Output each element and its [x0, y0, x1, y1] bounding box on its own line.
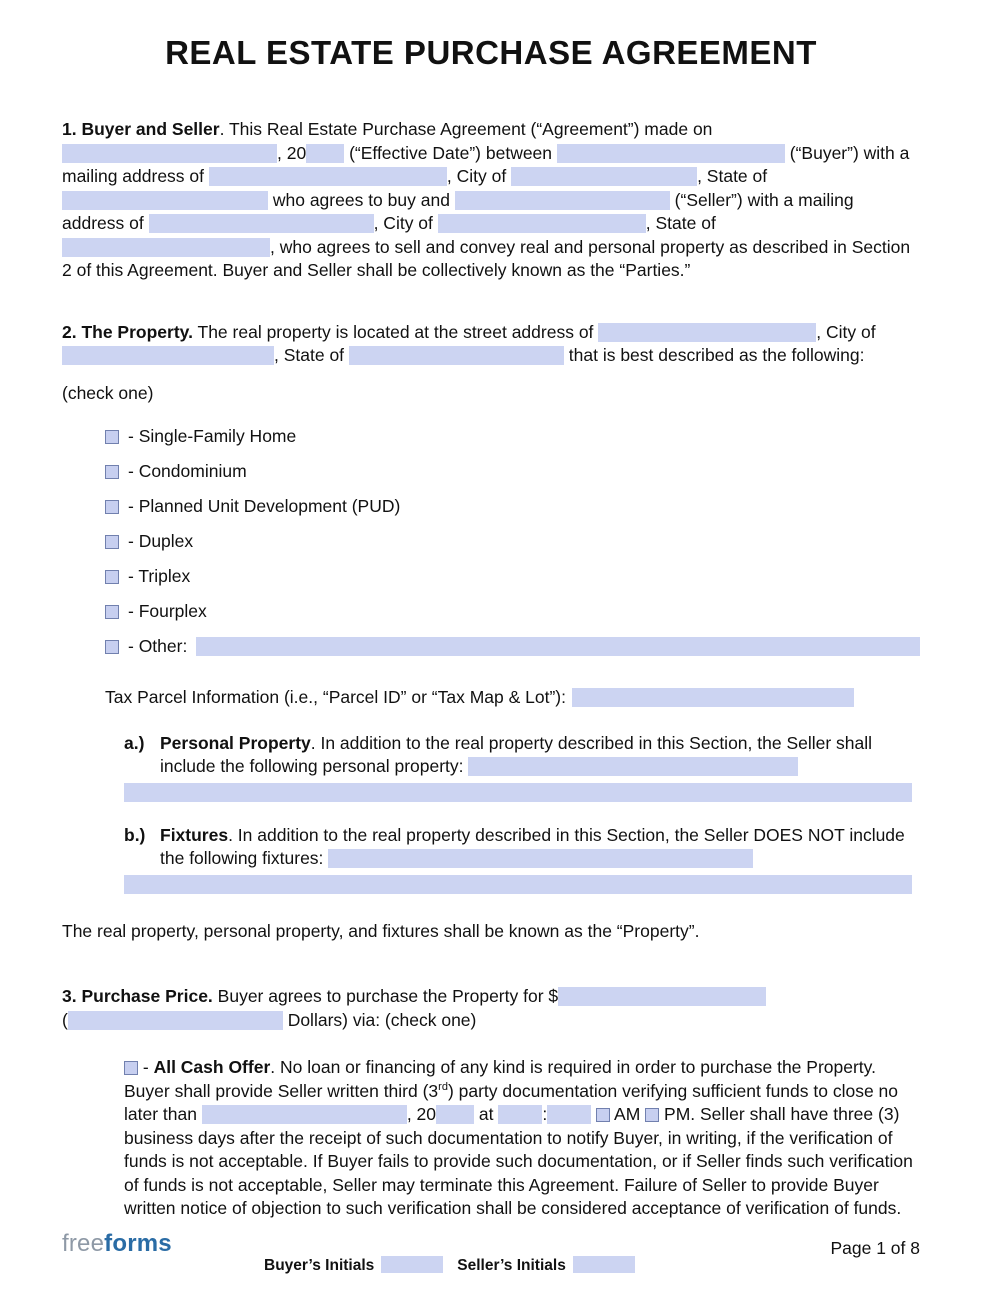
personal-property-clause — [124, 732, 920, 802]
freeforms-logo — [62, 1230, 172, 1258]
property-city-field[interactable] — [62, 346, 274, 365]
section-3-text: ( — [62, 1009, 68, 1030]
clause-a-label: a.) — [124, 732, 145, 753]
funds-close-date-field[interactable] — [202, 1105, 407, 1124]
clause-a-heading: Personal Property — [160, 732, 311, 753]
section-1-text: , 20 — [277, 142, 307, 163]
section-3-heading: 3. Purchase Price. — [62, 986, 213, 1006]
checkbox-duplex[interactable] — [105, 535, 119, 549]
cash-offer-text: at — [474, 1104, 499, 1124]
section-1-text: (“Buyer”) with a mailing address of — [62, 142, 910, 186]
clause-b-body — [160, 824, 920, 871]
sellers-initials-label: Seller’s Initials — [457, 1257, 566, 1274]
property-state-field[interactable] — [349, 346, 564, 365]
checkbox-pud[interactable] — [105, 500, 119, 514]
checkbox-condominium[interactable] — [105, 465, 119, 479]
funds-close-hour-field[interactable] — [498, 1105, 542, 1124]
document-title: REAL ESTATE PURCHASE AGREEMENT — [165, 34, 817, 71]
all-cash-offer-clause — [124, 1056, 920, 1221]
option-label: - Planned Unit Development (PUD) — [128, 496, 401, 516]
checkbox-pm[interactable] — [645, 1108, 659, 1122]
checkbox-single-family-home[interactable] — [105, 430, 119, 444]
section-1-text: , State of — [697, 166, 768, 186]
option-label: - Fourplex — [128, 601, 207, 621]
seller-address-field[interactable] — [149, 214, 374, 233]
option-label: - Condominium — [128, 461, 247, 481]
checkbox-am[interactable] — [596, 1108, 610, 1122]
option-triplex — [105, 565, 920, 588]
section-1-text: (“Seller”) with a mailing address of — [62, 189, 854, 233]
fixtures-field[interactable] — [328, 849, 753, 868]
seller-name-field[interactable] — [455, 191, 670, 210]
logo-free-text: free — [62, 1230, 105, 1257]
clause-b-text: . In addition to the real property described in this Section, the Seller DOES NOT include the following fixtures: — [160, 824, 905, 868]
tax-parcel-field[interactable] — [572, 688, 854, 707]
buyers-initials-field[interactable] — [381, 1256, 443, 1273]
cash-offer-text: . Seller shall have three (3) business days after the receipt of such documentation to notify Buyer, in writing, if the verification of funds is not acceptable. If Buyer fails to provide such documentation, or if Seller finds such verification of funds is not acceptable, Seller may terminate this Agreement. Failure of Seller to provide Buyer written notice of objection to such verification shall be considered acceptance of verification of funds. — [124, 1104, 913, 1218]
section-2-text: that is best described as the following: — [563, 345, 865, 365]
ordinal-superscript: rd — [438, 1080, 448, 1093]
cash-offer-text: - — [138, 1057, 154, 1077]
buyer-address-field[interactable] — [209, 167, 447, 186]
fixtures-field-line-2[interactable] — [124, 875, 912, 894]
section-1-text: , City of — [446, 166, 512, 186]
section-2-paragraph — [62, 321, 920, 368]
page-number: Page 1 of 8 — [830, 1238, 920, 1258]
tax-parcel-row — [105, 686, 920, 710]
cash-offer-text: ) party documentation verifying sufficient funds to close no later than — [124, 1080, 899, 1124]
section-2-heading: 2. The Property. — [62, 321, 193, 342]
sellers-initials-field[interactable] — [573, 1256, 635, 1273]
section-1-text: (“Effective Date”) between — [344, 142, 557, 163]
option-label: - Triplex — [128, 566, 191, 586]
cash-offer-text: , 20 — [406, 1104, 437, 1124]
fixtures-clause — [124, 824, 920, 894]
effective-year-field[interactable] — [306, 144, 344, 163]
section-1-text: , who agrees to sell and convey real and personal property as described in Section 2 of this Agreement. Buyer and Seller shall be collectively known as the “Parties.” — [62, 236, 911, 280]
logo-forms-text: forms — [104, 1230, 172, 1257]
option-single-family-home — [105, 425, 920, 448]
section-3-paragraph — [62, 985, 920, 1032]
option-condominium — [105, 460, 920, 483]
option-other — [105, 635, 920, 658]
option-duplex — [105, 530, 920, 553]
buyer-name-field[interactable] — [557, 144, 785, 163]
seller-state-field[interactable] — [62, 238, 270, 257]
am-label: AM — [614, 1104, 641, 1124]
section-1-text: , State of — [645, 213, 716, 233]
tax-parcel-label: Tax Parcel Information (i.e., “Parcel ID” or “Tax Map & Lot”): — [105, 687, 566, 707]
clause-b-row — [124, 824, 920, 871]
section-1-text: . This Real Estate Purchase Agreement (“Agreement”) made on — [219, 119, 713, 139]
checkbox-other[interactable] — [105, 640, 119, 654]
clause-b-label: b.) — [124, 824, 146, 845]
section-2-text: , City of — [816, 321, 876, 342]
checkbox-triplex[interactable] — [105, 570, 119, 584]
clause-a-body — [160, 732, 920, 779]
section-3-text: Buyer agrees to purchase the Property for $ — [212, 986, 559, 1006]
cash-offer-text: . No loan or financing of any kind is required in order to purchase the Property. Buyer shall provide Seller written third (3 — [124, 1057, 876, 1101]
buyers-initials-label: Buyer’s Initials — [264, 1257, 375, 1274]
buyer-state-field[interactable] — [62, 191, 268, 210]
personal-property-field[interactable] — [468, 757, 798, 776]
initials-row — [264, 1256, 649, 1275]
seller-city-field[interactable] — [438, 214, 646, 233]
section-3-text: Dollars) via: (check one) — [282, 1009, 477, 1030]
option-label: - Duplex — [128, 531, 194, 551]
funds-close-minute-field[interactable] — [547, 1105, 591, 1124]
section-3-line-1 — [62, 985, 920, 1009]
pm-label: PM — [664, 1104, 691, 1124]
section-2-text: The real property is located at the street address of — [192, 321, 599, 342]
cash-offer-text: : — [542, 1104, 548, 1124]
funds-close-year-field[interactable] — [436, 1105, 474, 1124]
section-1-paragraph — [62, 118, 920, 283]
effective-date-field[interactable] — [62, 144, 277, 163]
street-address-field[interactable] — [598, 323, 816, 342]
section-1-text: who agrees to buy and — [268, 189, 455, 210]
clause-a-text: . In addition to the real property described in this Section, the Seller shall include the following personal property: — [160, 732, 873, 776]
page-footer — [62, 1230, 920, 1308]
section-1-heading: 1. Buyer and Seller — [62, 119, 220, 139]
section-3-line-2 — [62, 1009, 920, 1033]
property-definition-sentence: The real property, personal property, and fixtures shall be known as the “Property”. — [62, 920, 700, 941]
clause-b-heading: Fixtures — [160, 824, 229, 845]
clause-a-row — [124, 732, 920, 779]
other-description-field[interactable] — [196, 637, 920, 656]
section-1-text: , City of — [373, 213, 438, 233]
section-2-text: , State of — [274, 345, 349, 365]
option-pud — [105, 495, 920, 518]
option-fourplex — [105, 600, 920, 623]
purchase-price-words-field[interactable] — [68, 1011, 283, 1030]
buyer-city-field[interactable] — [511, 167, 697, 186]
checkbox-all-cash-offer[interactable] — [124, 1061, 138, 1075]
check-one-label: (check one) — [62, 382, 154, 403]
checkbox-fourplex[interactable] — [105, 605, 119, 619]
purchase-price-field[interactable] — [558, 987, 766, 1006]
cash-offer-heading: All Cash Offer — [153, 1057, 271, 1077]
option-label: - Single-Family Home — [128, 426, 297, 446]
personal-property-field-line-2[interactable] — [124, 783, 912, 802]
option-label: - Other: — [128, 636, 188, 656]
